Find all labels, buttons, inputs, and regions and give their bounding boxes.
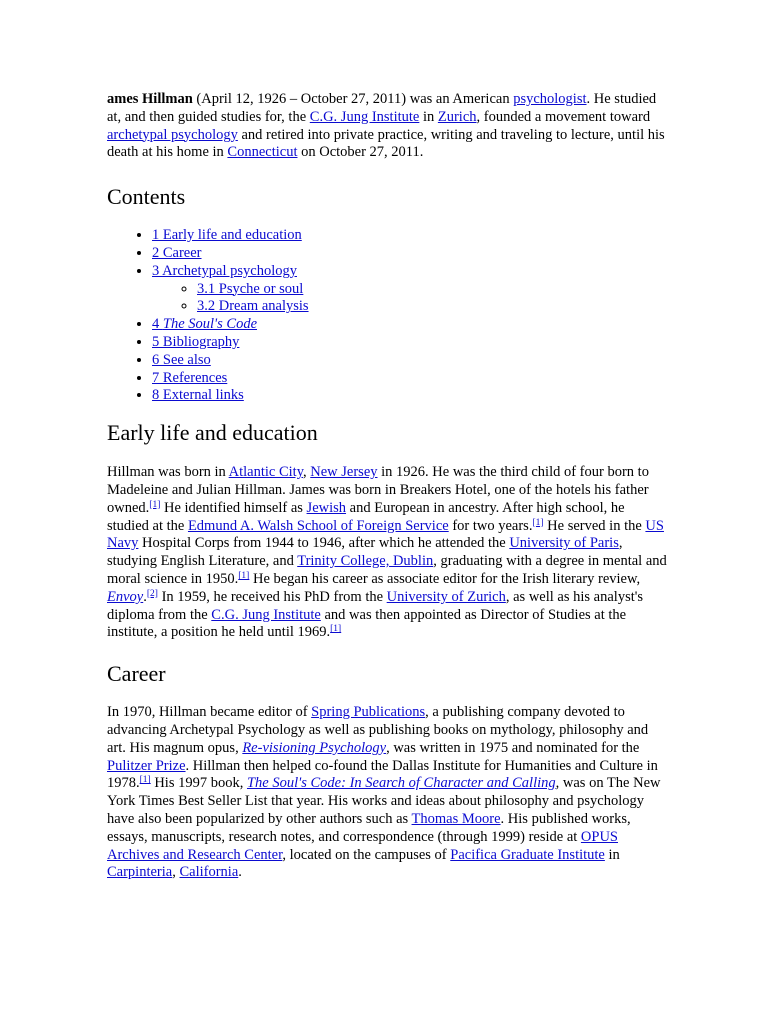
spring-publications-link[interactable]: Spring Publications <box>311 704 426 721</box>
citation <box>330 624 341 634</box>
citation-link[interactable]: [1] <box>238 570 250 581</box>
new-jersey-link[interactable]: New Jersey <box>310 464 378 481</box>
intro-text: in <box>419 108 438 125</box>
body-text: , a publishing company devoted to advancing Archetypal Psychology as well as publishing books on mythology, philosophy and art. His magnum opus, <box>107 704 649 756</box>
citation-link[interactable]: [1] <box>149 499 161 510</box>
toc-item <box>152 263 667 316</box>
contents-heading: Contents <box>107 184 186 210</box>
toc-item <box>152 316 667 334</box>
envoy-link[interactable]: Envoy <box>107 588 144 605</box>
zurich-link[interactable]: Zurich <box>437 108 477 125</box>
atlantic-city-link[interactable]: Atlantic City <box>228 464 304 481</box>
article-body <box>107 88 667 882</box>
body-text: , <box>172 864 180 881</box>
carpinteria-link[interactable]: Carpinteria <box>107 864 173 881</box>
citation <box>140 775 151 785</box>
early-life-paragraph <box>107 464 667 642</box>
citation-link[interactable]: [1] <box>330 624 342 635</box>
trinity-college-link[interactable]: Trinity College, Dublin <box>297 553 434 570</box>
body-text: Hospital Corps from 1944 to 1946, after which he attended the <box>138 535 510 552</box>
body-text: Hillman was born in <box>107 464 229 481</box>
intro-paragraph <box>107 91 667 162</box>
citation-link[interactable]: [1] <box>139 775 151 786</box>
early-life-heading: Early life and education <box>107 420 318 446</box>
toc-item <box>152 245 667 263</box>
toc-link-references[interactable]: 7 References <box>152 369 228 386</box>
california-link[interactable]: California <box>179 864 239 881</box>
toc-number: 4 <box>152 316 163 333</box>
body-text: In 1959, he received his PhD from the <box>157 588 387 605</box>
body-text: in <box>604 846 620 863</box>
body-text: He began his career as associate editor for the Irish literary review, <box>249 570 641 587</box>
citation-link[interactable]: [1] <box>532 517 544 528</box>
toc-link-psyche-or-soul[interactable]: 3.1 Psyche or soul <box>197 280 304 297</box>
toc-link-see-also[interactable]: 6 See also <box>152 351 211 368</box>
university-of-zurich-link[interactable]: University of Zurich <box>386 588 506 605</box>
body-text: . <box>238 864 242 881</box>
body-text: , <box>303 464 311 481</box>
body-text: , studying English Literature, and <box>107 535 623 570</box>
body-text: His 1997 book, <box>150 775 247 792</box>
table-of-contents <box>107 227 667 405</box>
intro-text: (April 12, 1926 – October 27, 2011) was an American <box>192 91 514 107</box>
archetypal-psychology-link[interactable]: archetypal psychology <box>107 126 238 143</box>
toc-item <box>152 334 667 352</box>
toc-item <box>152 370 667 388</box>
career-heading: Career <box>107 661 166 687</box>
toc-link-archetypal-psychology[interactable]: 3 Archetypal psychology <box>152 262 297 279</box>
body-text: . Hillman then helped co-found the Dallas Institute for Humanities and Culture in 1978. <box>107 757 658 792</box>
souls-code-book-link[interactable]: The Soul's Code: In Search of Character and Calling <box>246 775 556 792</box>
body-text: in 1926. He was the third child of four born to Madeleine and Julian Hillman. James was born in Breakers Hotel, one of the hotels his father owned. <box>107 464 649 516</box>
toc-item <box>152 352 667 370</box>
body-text: , was written in 1975 and nominated for the <box>386 739 640 756</box>
body-text: He identified himself as <box>160 499 307 516</box>
toc-sublist <box>152 281 667 317</box>
intro-text: on October 27, 2011. <box>297 144 424 161</box>
jung-institute-link[interactable]: C.G. Jung Institute <box>211 606 321 623</box>
body-text: , graduating with a degree in mental and moral science in 1950. <box>107 553 667 587</box>
toc-item <box>152 227 667 245</box>
body-text: , located on the campuses of <box>282 846 451 863</box>
toc-item <box>152 387 667 405</box>
body-text: . His published works, essays, manuscripts, research notes, and correspondence (through 1999) reside at <box>107 810 631 845</box>
connecticut-link[interactable]: Connecticut <box>227 144 298 161</box>
body-text: and was then appointed as Director of Studies at the institute, a position he held until 1969. <box>107 606 627 641</box>
toc-subitem <box>197 281 667 299</box>
citation <box>532 518 543 528</box>
intro-text: and retired into private practice, writing and traveling to lecture, until his death at his home in <box>107 126 665 161</box>
toc-subitem <box>197 298 667 316</box>
walsh-school-link[interactable]: Edmund A. Walsh School of Foreign Service <box>187 517 449 534</box>
opus-archives-link[interactable]: OPUS Archives and Research Center <box>107 828 618 863</box>
intro-text: . He studied at, and then guided studies for, the <box>107 91 657 125</box>
jewish-link[interactable]: Jewish <box>306 499 347 516</box>
body-text: , was on The New York Times Best Seller List that year. His works and ideas about philosophy and psychology have also been popularized by other authors such as <box>107 775 661 827</box>
body-text: . <box>143 588 147 605</box>
university-of-paris-link[interactable]: University of Paris <box>509 535 619 552</box>
thomas-moore-link[interactable]: Thomas Moore <box>411 810 501 827</box>
citation <box>238 571 249 581</box>
toc-link-souls-code[interactable] <box>152 316 257 332</box>
toc-link-bibliography[interactable]: 5 Bibliography <box>152 333 240 350</box>
citation <box>149 500 160 510</box>
toc-link-early-life[interactable]: 1 Early life and education <box>152 227 302 244</box>
re-visioning-psychology-link[interactable]: Re-visioning Psychology <box>242 739 387 756</box>
body-text: He served in the <box>543 517 646 534</box>
body-text: In 1970, Hillman became editor of <box>107 704 312 721</box>
career-paragraph <box>107 704 667 882</box>
us-navy-link[interactable]: US Navy <box>107 517 664 552</box>
pacifica-institute-link[interactable]: Pacifica Graduate Institute <box>450 846 605 863</box>
toc-link-dream-analysis[interactable]: 3.2 Dream analysis <box>197 298 309 315</box>
jung-institute-link[interactable]: C.G. Jung Institute <box>309 108 420 125</box>
body-text: and European in ancestry. After high school, he studied at the <box>107 499 625 534</box>
body-text: for two years. <box>448 517 533 534</box>
subject-name: ames Hillman <box>107 91 193 107</box>
pulitzer-prize-link[interactable]: Pulitzer Prize <box>107 757 186 774</box>
citation-link[interactable]: [2] <box>146 588 158 599</box>
body-text: , as well as his analyst's diploma from the <box>107 588 643 623</box>
toc-link-career[interactable]: 2 Career <box>152 244 202 261</box>
intro-text: , founded a movement toward <box>476 108 651 125</box>
toc-link-external-links[interactable]: 8 External links <box>152 387 244 404</box>
toc-title: The Soul's Code <box>162 316 258 333</box>
citation <box>147 589 158 599</box>
psychologist-link[interactable]: psychologist <box>513 91 587 107</box>
